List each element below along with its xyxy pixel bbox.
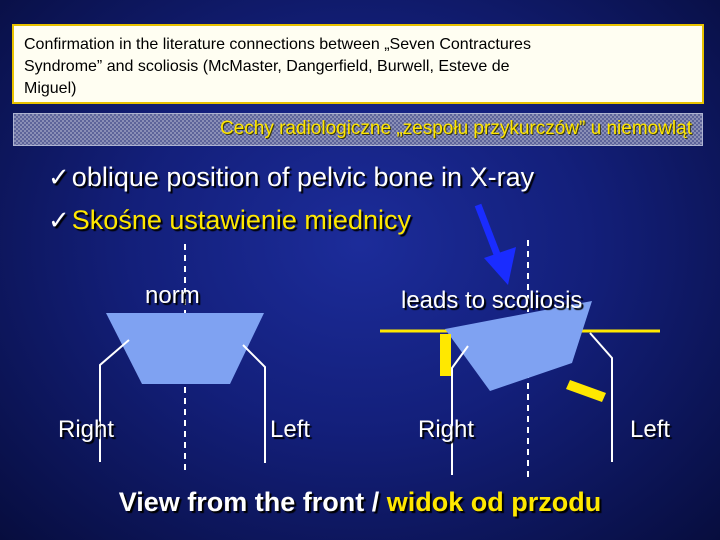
scoliosis-left-label: Left [630,416,671,443]
bullet-text: Skośne ustawienie miednicy [71,205,411,235]
norm-left-femur [243,345,265,463]
bullet-text: oblique position of pelvic bone in X-ray [71,162,535,192]
pointer-arrow-icon [484,247,516,285]
checkmark-icon: ✓ [48,163,70,193]
footer-caption [0,487,720,518]
banner-text: Cechy radiologiczne „zespołu przykurczów” u niemowląt [219,118,692,139]
left-tilt-marker [566,380,606,402]
norm-diagram [100,244,265,470]
checkmark-icon: ✓ [48,206,70,236]
pointer-arrow-shaft [478,205,500,262]
norm-right-label: Right [58,416,115,443]
norm-left-label: Left [270,416,311,443]
scoliosis-right-femur [452,346,468,475]
norm-pelvis-shape [106,313,264,384]
intro-line-3: Miguel) [24,80,77,97]
right-height-marker [440,334,451,376]
footer-english: View from the front / [118,487,387,517]
scoliosis-title: leads to scoliosis [401,287,583,314]
intro-line-1: Confirmation in the literature connections between „Seven Contractures [24,36,531,53]
scoliosis-right-label: Right [418,416,475,443]
norm-title: norm [145,282,200,309]
footer-polish: widok od przodu [386,487,602,517]
intro-line-2: Syndrome” and scoliosis (McMaster, Dangerfield, Burwell, Esteve de [24,58,510,75]
